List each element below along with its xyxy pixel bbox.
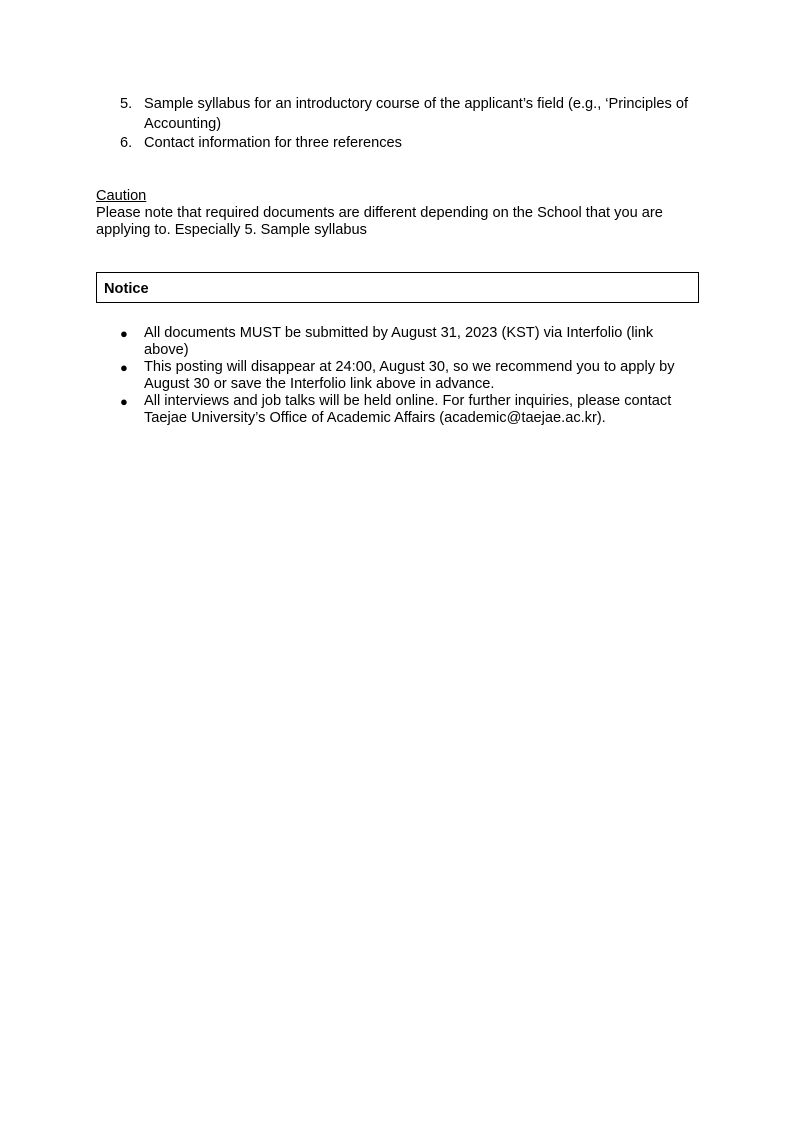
bullet-icon: ● [120,326,128,341]
list-item-text: This posting will disappear at 24:00, August 30, so we recommend you to apply by August 30 or save the Interfolio link above in advance. [144,359,675,392]
caution-heading: Caution [96,188,147,204]
list-item [96,393,696,427]
list-item-text: All interviews and job talks will be held online. For further inquiries, please contact Taejae University’s Office of Academic Affairs (academic@taejae.ac.kr). [144,393,672,426]
caution-text: Please note that required documents are different depending on the School that you are applying to. Especially 5. Sample syllabus [96,205,663,238]
list-item-number: 5. [120,96,133,112]
required-documents-list [96,95,706,154]
notice-header-box [96,272,699,303]
list-item [96,359,696,393]
notice-list [96,325,696,427]
list-item-text: Sample syllabus for an introductory course of the applicant’s field (e.g., ‘Principles of Accounting) [144,96,689,132]
list-item-text: All documents MUST be submitted by August 31, 2023 (KST) via Interfolio (link above) [144,325,654,358]
list-item [96,325,696,359]
list-item-number: 6. [120,135,133,151]
notice-title: Notice [104,281,149,297]
caution-section [96,188,706,239]
bullet-icon: ● [120,394,128,409]
list-item [96,134,706,154]
bullet-icon: ● [120,360,128,375]
list-item-text: Contact information for three references [144,135,402,151]
list-item [96,95,706,134]
